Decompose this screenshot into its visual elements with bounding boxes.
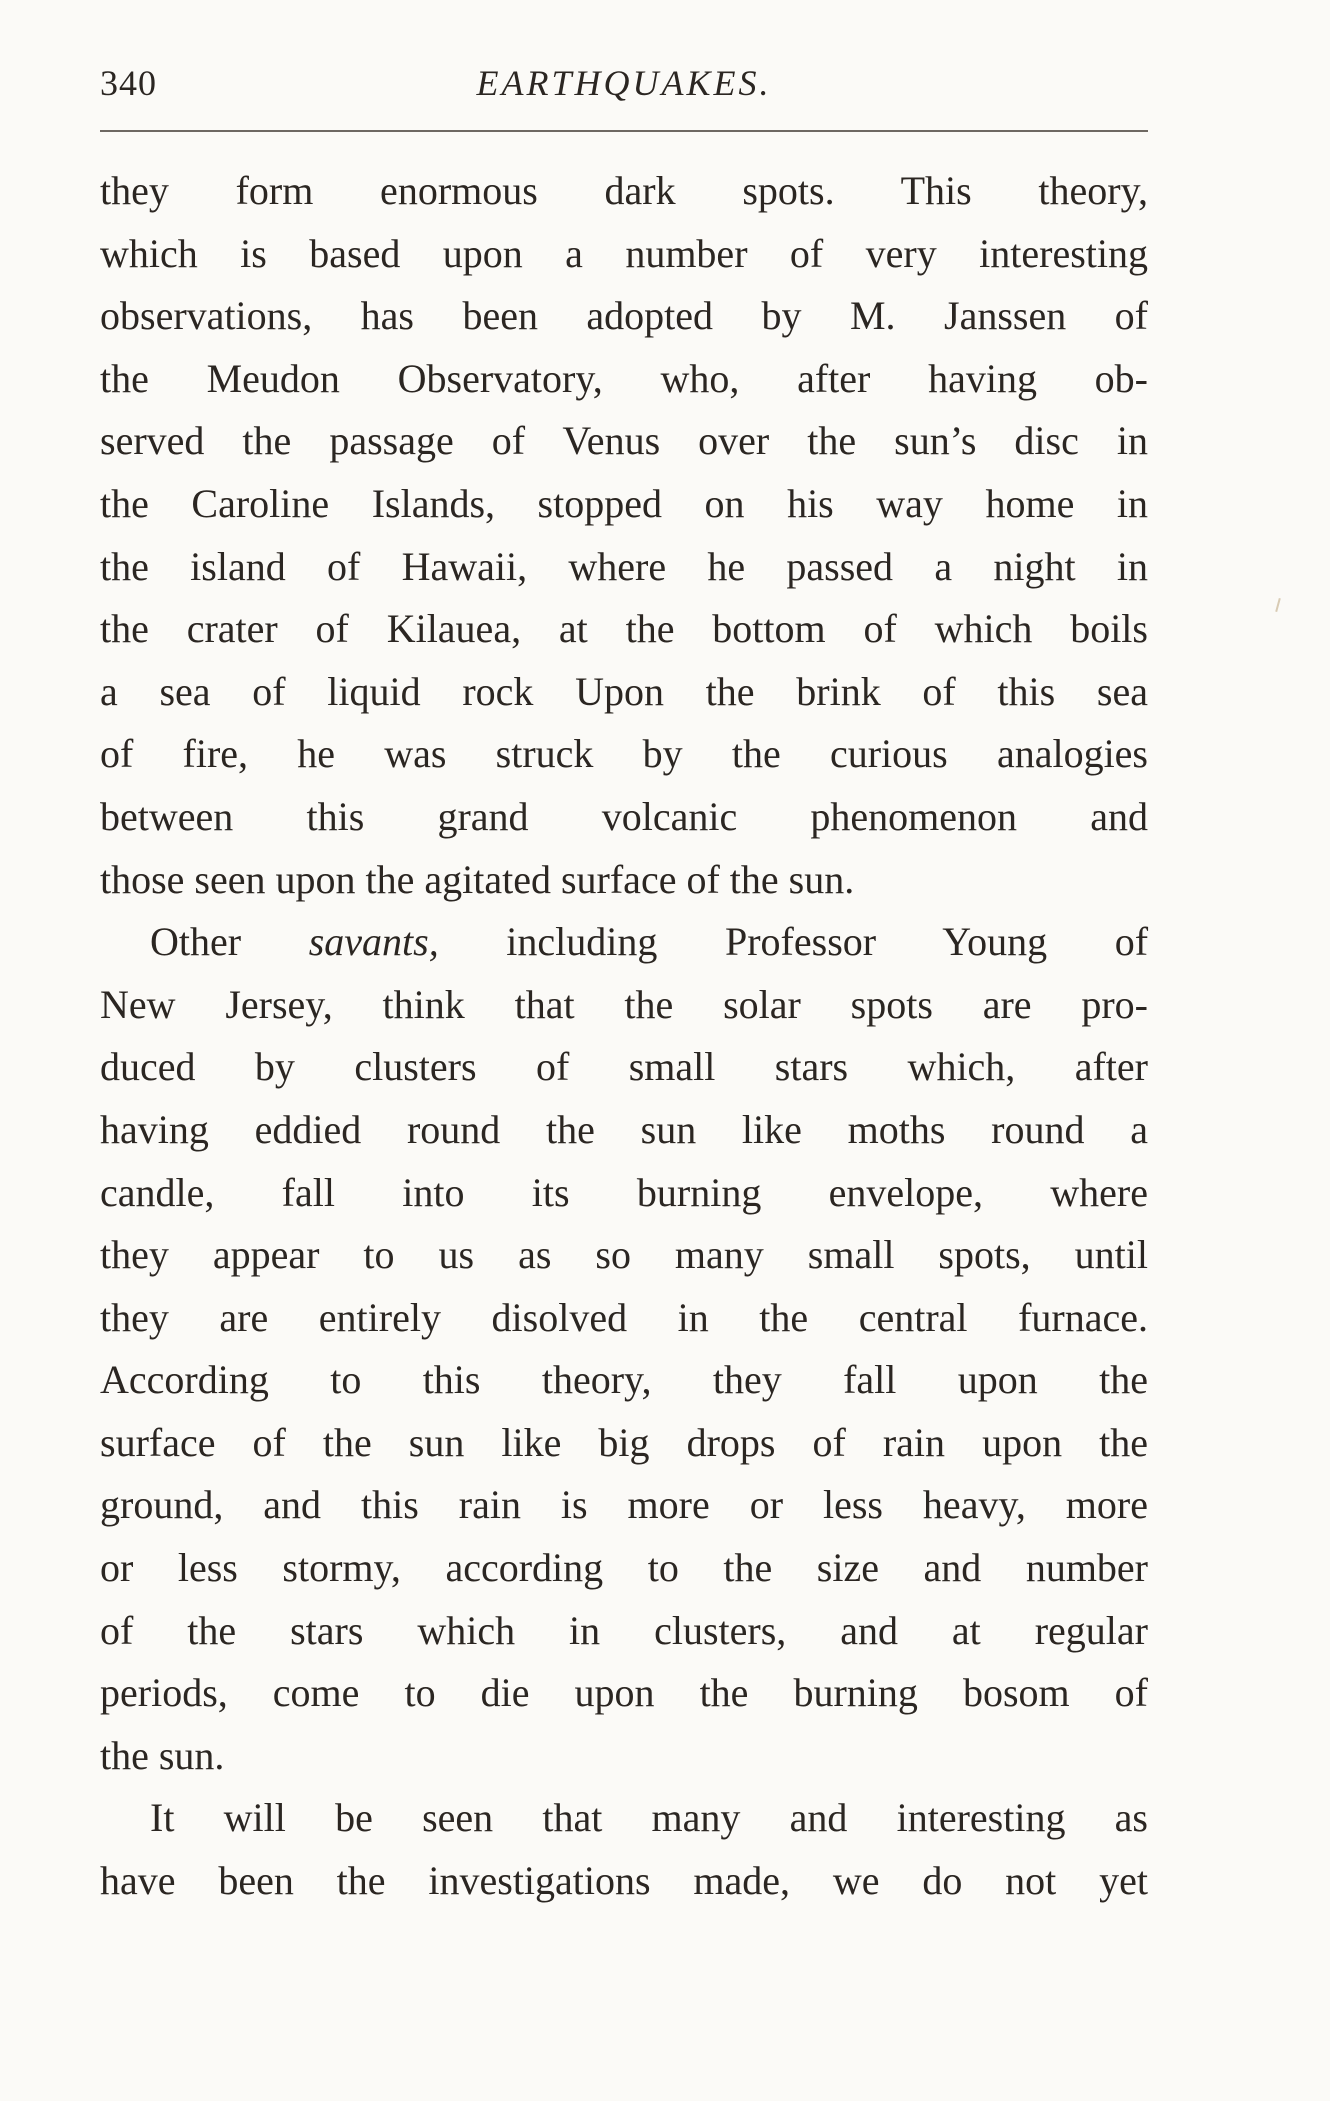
text-line: having eddied round the sun like moths round a (100, 1106, 1148, 1152)
text-line: the Caroline Islands, stopped on his way home in (100, 480, 1148, 526)
text-line: candle, fall into its burning envelope, where (100, 1169, 1148, 1215)
text-line: According to this theory, they fall upon the (100, 1357, 1148, 1403)
text-fragment: including Professor Young of (506, 919, 1149, 965)
italic-word: savants, (308, 919, 439, 965)
text-line: they appear to us as so many small spots, until (100, 1232, 1148, 1278)
text-line: have been the investigations made, we do not yet (100, 1858, 1148, 1904)
text-line: New Jersey, think that the solar spots are pro- (100, 981, 1148, 1027)
margin-speck (1275, 598, 1281, 612)
text-line: duced by clusters of small stars which, after (100, 1044, 1148, 1090)
paragraph-first-line (100, 911, 1148, 974)
text-line: the crater of Kilauea, at the bottom of which boils (100, 606, 1148, 652)
text-line: observations, has been adopted by M. Janssen of (100, 293, 1148, 339)
text-line: the Meudon Observatory, who, after having ob- (100, 355, 1148, 401)
running-title: EARTHQUAKES. (476, 63, 772, 103)
text-line: they form enormous dark spots. This theory, (100, 168, 1148, 213)
text-line: of fire, he was struck by the curious analogies (100, 731, 1148, 777)
text-line: or less stormy, according to the size and number (100, 1545, 1148, 1591)
body-text (100, 160, 1148, 1913)
text-line: periods, come to die upon the burning bosom of (100, 1670, 1148, 1716)
text-line: the sun. (100, 1732, 225, 1778)
text-line: between this grand volcanic phenomenon and (100, 793, 1148, 839)
page-number: 340 (100, 63, 157, 103)
text-line: a sea of liquid rock Upon the brink of this sea (100, 668, 1148, 714)
text-line: those seen upon the agitated surface of the sun. (100, 856, 855, 902)
text-line: the island of Hawaii, where he passed a night in (100, 543, 1148, 589)
text-line: served the passage of Venus over the sun’s disc in (100, 418, 1148, 464)
header-rule (100, 130, 1148, 132)
text-line: ground, and this rain is more or less heavy, more (100, 1482, 1148, 1528)
text-line: they are entirely disolved in the central furnace. (100, 1294, 1148, 1340)
text-fragment: Other (150, 919, 242, 965)
text-line: of the stars which in clusters, and at regular (100, 1607, 1148, 1653)
page-header (100, 62, 1148, 112)
paragraph-first-line: It will be seen that many and interesting as (150, 1795, 1148, 1841)
text-line: surface of the sun like big drops of rain upon the (100, 1419, 1148, 1465)
text-line: which is based upon a number of very interesting (100, 230, 1148, 276)
